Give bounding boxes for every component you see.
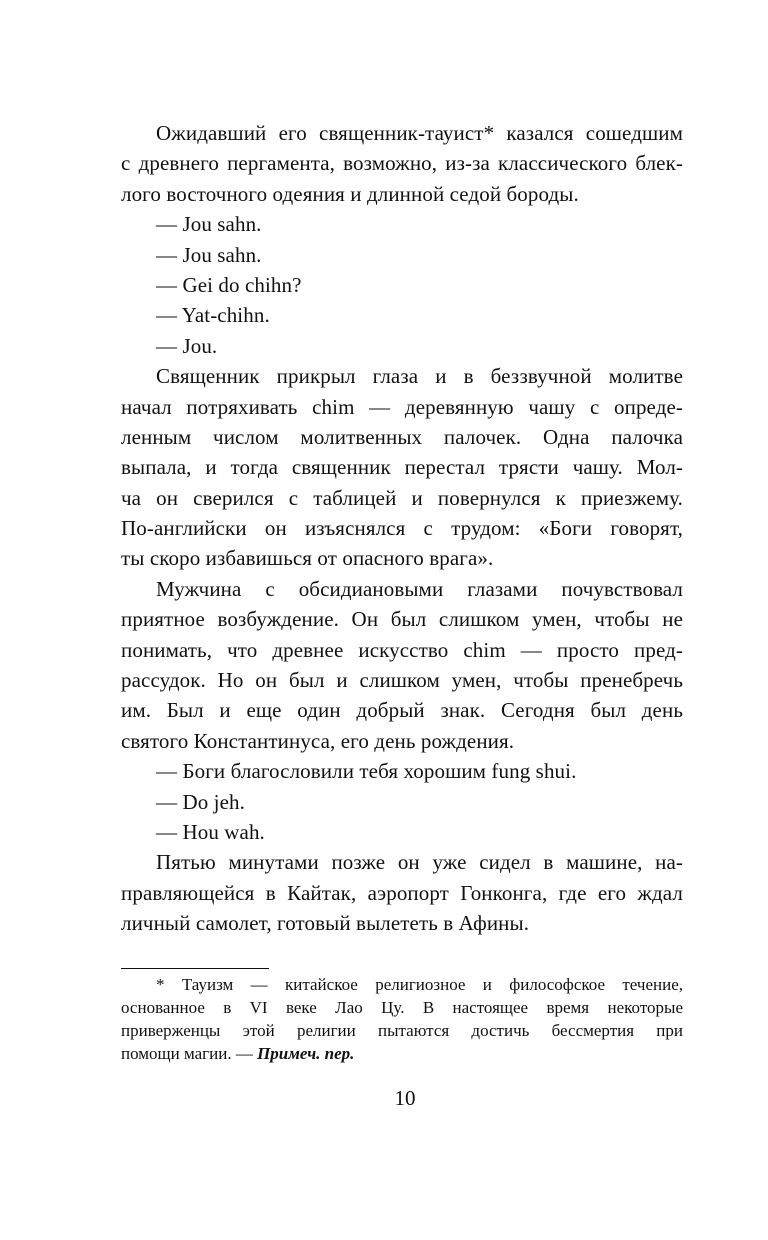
body-line: личный самолет, готовый вылететь в Афины. xyxy=(121,911,530,936)
body-line: Священник прикрыл глаза и в беззвучной молитве xyxy=(156,364,683,389)
body-line: ча он сверился с таблицей и повернулся к приезжему. xyxy=(121,485,683,510)
body-line: Мужчина с обсидиановыми глазами почувствовал xyxy=(156,576,683,601)
body-line: рассудок. Но он был и слишком умен, чтобы пренебречь xyxy=(121,668,683,693)
footnote-line: основанное в VI веке Лао Цу. В настоящее время некоторые xyxy=(121,998,683,1017)
footnote-line xyxy=(121,1042,683,1065)
footnote-line: приверженцы этой религии пытаются достичь бессмертия при xyxy=(121,1021,683,1040)
footnote-line: * Тауизм — китайское религиозное и философское течение, xyxy=(156,975,683,994)
body-line: с древнего пергамента, возможно, из-за классического блек- xyxy=(121,151,683,176)
body-line: начал потряхивать chim — деревянную чашу с опреде- xyxy=(121,394,683,419)
dialogue-line: — Yat-chihn. xyxy=(156,303,270,328)
body-line: По-английски он изъяснялся с трудом: «Боги говорят, xyxy=(121,516,683,541)
footnote-text: помощи магии. — xyxy=(121,1044,258,1063)
body-line: ленным числом молитвенных палочек. Одна палочка xyxy=(121,424,683,449)
body-line: святого Константинуса, его день рождения. xyxy=(121,728,515,753)
body-text xyxy=(121,118,683,939)
body-line: им. Был и еще один добрый знак. Сегодня был день xyxy=(121,698,683,723)
page-number: 10 xyxy=(394,1086,416,1110)
dialogue-line: — Jou sahn. xyxy=(156,242,262,267)
dialogue-line: — Hou wah. xyxy=(156,819,265,844)
body-line: лого восточного одеяния и длинной седой бороды. xyxy=(121,181,579,206)
body-line: Пятью минутами позже он уже сидел в машине, на- xyxy=(156,850,683,875)
body-line: понимать, что древнее искусство chim — просто пред- xyxy=(121,637,683,662)
dialogue-line: — Jou sahn. xyxy=(156,212,262,237)
footnote xyxy=(121,973,683,1065)
body-line: правляющейся в Кайтак, аэропорт Гонконга, где его ждал xyxy=(121,880,683,905)
body-line: выпала, и тогда священник перестал трясти чашу. Мол- xyxy=(121,455,683,480)
dialogue-line: — Боги благословили тебя хорошим fung shui. xyxy=(156,759,577,784)
dialogue-line: — Jou. xyxy=(156,333,218,358)
footnote-rule xyxy=(121,968,269,969)
dialogue-line: — Gei do chihn? xyxy=(156,272,302,297)
body-line: ты скоро избавишься от опасного врага». xyxy=(121,546,494,571)
body-line: приятное возбуждение. Он был слишком умен, чтобы не xyxy=(121,607,683,632)
dialogue-line: — Do jeh. xyxy=(156,789,245,814)
body-line: Ожидавший его священник-тауист* казался сошедшим xyxy=(156,121,683,145)
translator-note: Примеч. пер. xyxy=(257,1044,355,1063)
